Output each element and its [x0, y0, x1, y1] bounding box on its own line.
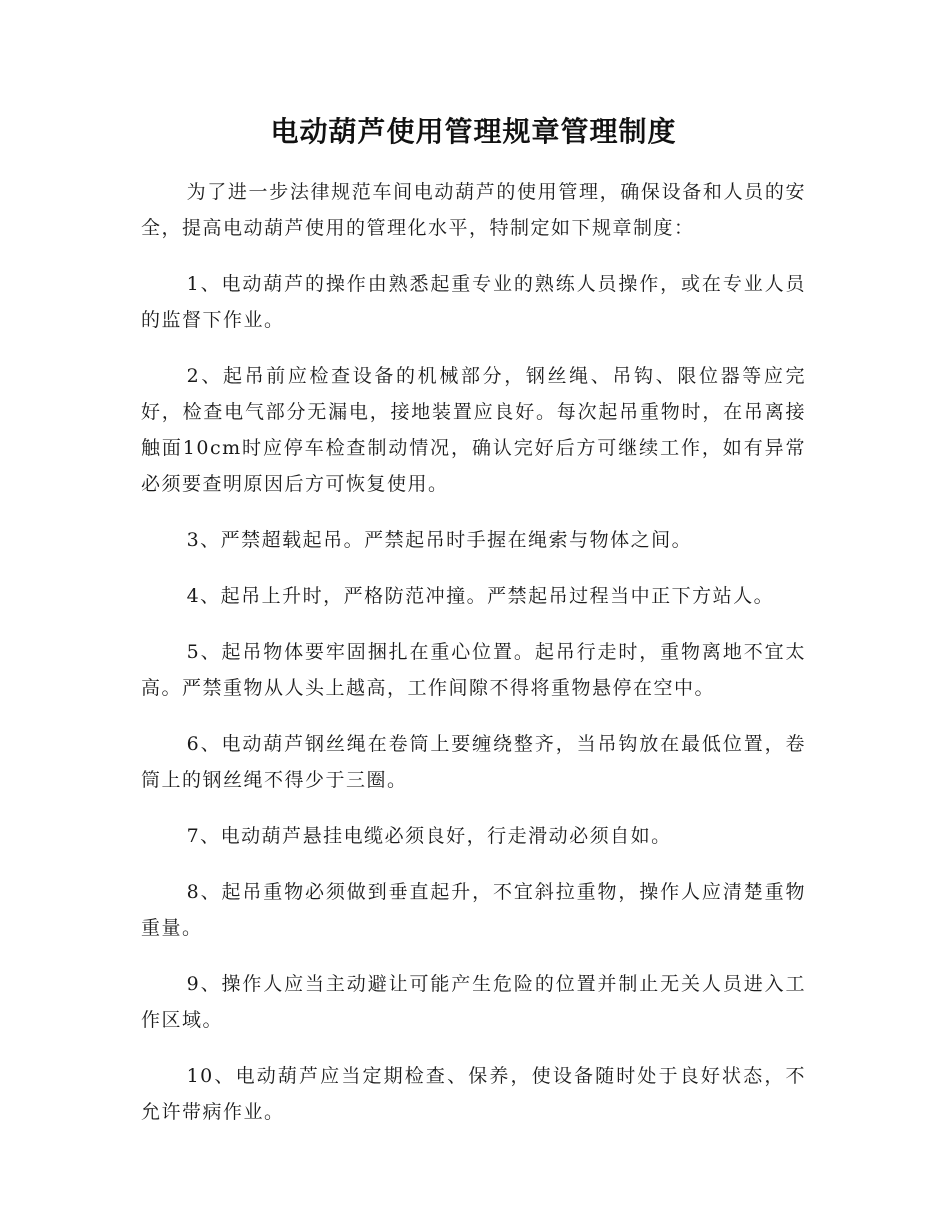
- rule-item-5: 5、起吊物体要牢固捆扎在重心位置。起吊行走时，重物离地不宜太高。严禁重物从人头上越高，工作间隙不得将重物悬停在空中。: [141, 641, 806, 699]
- intro-paragraph: 为了进一步法律规范车间电动葫芦的使用管理，确保设备和人员的安全，提高电动葫芦使用的管理化水平，特制定如下规章制度：: [141, 181, 806, 239]
- document-body: [141, 112, 806, 1150]
- rule-item-1: 1、电动葫芦的操作由熟悉起重专业的熟练人员操作，或在专业人员的监督下作业。: [141, 273, 806, 331]
- rule-item-7: 7、电动葫芦悬挂电缆必须良好，行走滑动必须自如。: [186, 825, 672, 847]
- document-title: 电动葫芦使用管理规章管理制度: [270, 115, 677, 148]
- rule-item-3: 3、严禁超载起吊。严禁起吊时手握在绳索与物体之间。: [186, 529, 693, 551]
- rule-item-8: 8、起吊重物必须做到垂直起升，不宜斜拉重物，操作人应清楚重物重量。: [141, 881, 806, 939]
- rule-item-10: 10、电动葫芦应当定期检查、保养，使设备随时处于良好状态，不允许带病作业。: [141, 1065, 806, 1123]
- rule-item-6: 6、电动葫芦钢丝绳在卷筒上要缠绕整齐，当吊钩放在最低位置，卷筒上的钢丝绳不得少于三圈。: [141, 733, 806, 791]
- rule-item-2: 2、起吊前应检查设备的机械部分，钢丝绳、吊钩、限位器等应完好，检查电气部分无漏电，接地装置应良好。每次起吊重物时，在吊离接触面10cm时应停车检查制动情况，确认完好后方可继续工作，如有异常必须要查明原因后方可恢复使用。: [141, 365, 806, 495]
- rule-item-9: 9、操作人应当主动避让可能产生危险的位置并制止无关人员进入工作区域。: [141, 973, 806, 1031]
- rule-item-4: 4、起吊上升时，严格防范冲撞。严禁起吊过程当中正下方站人。: [186, 585, 775, 607]
